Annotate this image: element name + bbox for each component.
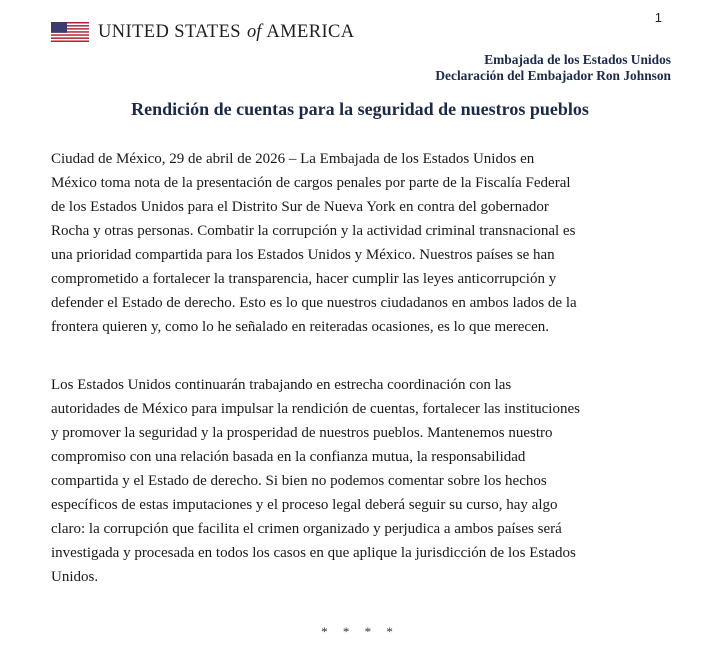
end-of-document-mark: * * * * (321, 624, 399, 639)
paragraph-line: compromiso con una relación basada en la confianza mutua, la responsabilidad (51, 449, 526, 465)
agency-name-connector: of (247, 21, 262, 42)
body-paragraph-2 (51, 373, 669, 589)
paragraph-line: investigada y procesada en todos los casos en que aplique la jurisdicción de los Estados (51, 545, 576, 561)
paragraph-line: Rocha y otras personas. Combatir la corrupción y la actividad criminal transnacional es (51, 223, 576, 239)
paragraph-line: y promover la seguridad y la prosperidad de nuestros pueblos. Mantenemos nuestro (51, 425, 553, 441)
paragraph-line: defender el Estado de derecho. Esto es lo que nuestros ciudadanos en ambos lados de la (51, 295, 577, 311)
paragraph-line: México toma nota de la presentación de cargos penales por parte de la Fiscalía Federal (51, 175, 571, 191)
flag-stripe (51, 39, 89, 41)
paragraph-line: Unidos. (51, 569, 99, 585)
flag-stripe (51, 33, 89, 35)
paragraph-line: claro: la corrupción que facilita el crimen organizado y perjudica a ambos países será (51, 521, 562, 537)
page-title: Rendición de cuentas para la seguridad de nuestros pueblos (131, 99, 589, 119)
agency-name-prefix: UNITED STATES (98, 21, 241, 42)
paragraph-line: una prioridad compartida para los Estados Unidos y México. Nuestros países se han (51, 247, 555, 263)
flag-canton (51, 22, 67, 33)
paragraph-line: comprometido a fortalecer la transparencia, hacer cumplir las leyes anticorrupción y (51, 271, 557, 287)
paragraph-line: compartida y el Estado de derecho. Si bien no podemos comentar sobre los hechos (51, 473, 547, 489)
agency-name-suffix: AMERICA (266, 21, 355, 42)
flag-stripe (51, 34, 89, 36)
flag-stripe (51, 36, 89, 38)
body-paragraph-1 (51, 147, 669, 339)
statement-author: Declaración del Embajador Ron Johnson (435, 68, 671, 83)
embassy-name: Embajada de los Estados Unidos (484, 52, 671, 67)
statement-byline (435, 52, 671, 84)
us-flag-icon (51, 22, 89, 42)
paragraph-line: frontera quieren y, como lo he señalado en reiteradas ocasiones, es lo que merecen. (51, 319, 549, 335)
paragraph-line: de los Estados Unidos para el Distrito Sur de Nueva York en contra del gobernador (51, 199, 549, 215)
flag-stripe (51, 37, 89, 39)
agency-name (98, 22, 355, 43)
paragraph-line: Ciudad de México, 29 de abril de 2026 – La Embajada de los Estados Unidos en (51, 151, 535, 167)
paragraph-line: autoridades de México para impulsar la rendición de cuentas, fortalecer las instituciones (51, 401, 580, 417)
letterhead (51, 20, 355, 44)
paragraph-line: específicos de estas imputaciones y el proceso legal deberá seguir su curso, hay algo (51, 497, 558, 513)
page-number: 1 (654, 10, 662, 25)
paragraph-line: Los Estados Unidos continuarán trabajando en estrecha coordinación con las (51, 377, 512, 393)
flag-stripe (51, 40, 89, 42)
